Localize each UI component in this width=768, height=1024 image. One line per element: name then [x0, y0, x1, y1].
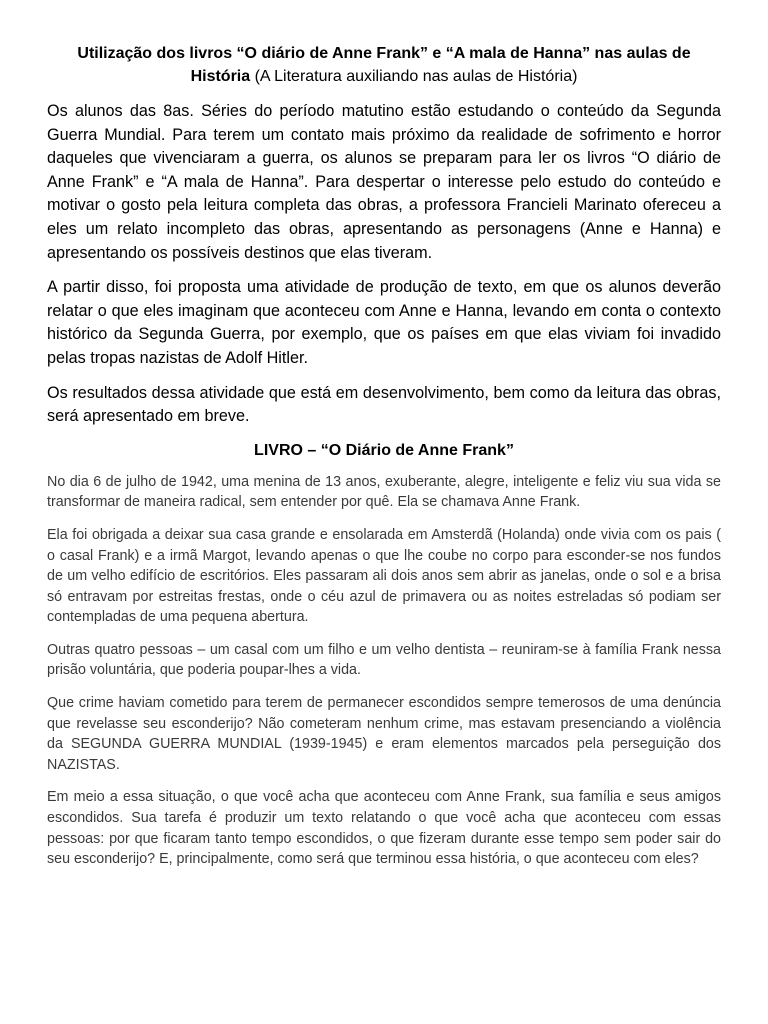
story-section	[47, 472, 721, 870]
intro-paragraph: Os resultados dessa atividade que está em desenvolvimento, bem como da leitura das obras, será apresentado em breve.	[47, 383, 721, 426]
story-paragraph: Em meio a essa situação, o que você acha que aconteceu com Anne Frank, sua família e seus amigos escondidos. Sua tarefa é produzir um texto relatando o que você acha que aconteceu com essas pessoas: por que ficaram tanto tempo escondidos, o que fizeram durante esse tempo sem poder sair do seu esconderijo? E, principalmente, como será que terminou essa história, o que aconteceu com eles?	[47, 789, 721, 868]
story-paragraph: Outras quatro pessoas – um casal com um filho e um velho dentista – reuniram-se à família Frank nessa prisão voluntária, que poderia poupar-lhes a vida.	[47, 641, 721, 679]
story-paragraph: Que crime haviam cometido para terem de permanecer escondidos sempre temerosos de uma denúncia que revelasse seu esconderijo? Não cometeram nenhum crime, mas estavam presenciando a violência da SEGUNDA GUERRA MUNDIAL (1939-1945) e eram elementos marcados pela perseguição dos NAZISTAS.	[47, 695, 721, 773]
document-page	[47, 42, 721, 882]
story-paragraph: No dia 6 de julho de 1942, uma menina de 13 anos, exuberante, alegre, inteligente e feliz viu sua vida se transformar de maneira radical, sem entender por quê. Ela se chamava Anne Frank.	[47, 473, 721, 511]
book-heading: LIVRO – “O Diário de Anne Frank”	[254, 441, 514, 459]
intro-paragraph: A partir disso, foi proposta uma atividade de produção de texto, em que os alunos deverão relatar o que eles imaginam que aconteceu com Anne e Hanna, levando em conta o contexto histórico da Segunda Guerra, por exemplo, que os países em que elas viviam foi invadido pelas tropas nazistas de Adolf Hitler.	[47, 278, 721, 367]
document-title-subtitle: (A Literatura auxiliando nas aulas de História)	[250, 68, 578, 85]
intro-paragraph: Os alunos das 8as. Séries do período matutino estão estudando o conteúdo da Segunda Guerra Mundial. Para terem um contato mais próximo da realidade de sofrimento e horror daqueles que vivenciaram a guerra, os alunos se preparam para ler os livros “O diário de Anne Frank” e “A mala de Hanna”. Para despertar o interesse pelo estudo do conteúdo e motivar o gosto pela leitura completa das obras, a professora Francieli Marinato ofereceu a eles um relato incompleto das obras, apresentando as personagens (Anne e Hanna) e apresentando os possíveis destinos que elas tiveram.	[47, 102, 721, 262]
document-title-bold: Utilização dos livros “O diário de Anne Frank” e “A mala de Hanna” nas aulas de História	[77, 45, 691, 85]
story-paragraph: Ela foi obrigada a deixar sua casa grande e ensolarada em Amsterdã (Holanda) onde vivia com os pais ( o casal Frank) e a irmã Margot, levando apenas o que lhe coube no corpo para esconder-se nos fundos de um velho edifício de escritórios. Eles passaram ali dois anos sem abrir as janelas, onde o sol e a brisa só entravam por estreitas frestas, onde o céu azul de primavera ou as noites estreladas só podiam ser contempladas de uma pequena abertura.	[47, 526, 721, 626]
intro-section	[47, 100, 721, 429]
document-title	[47, 42, 721, 88]
